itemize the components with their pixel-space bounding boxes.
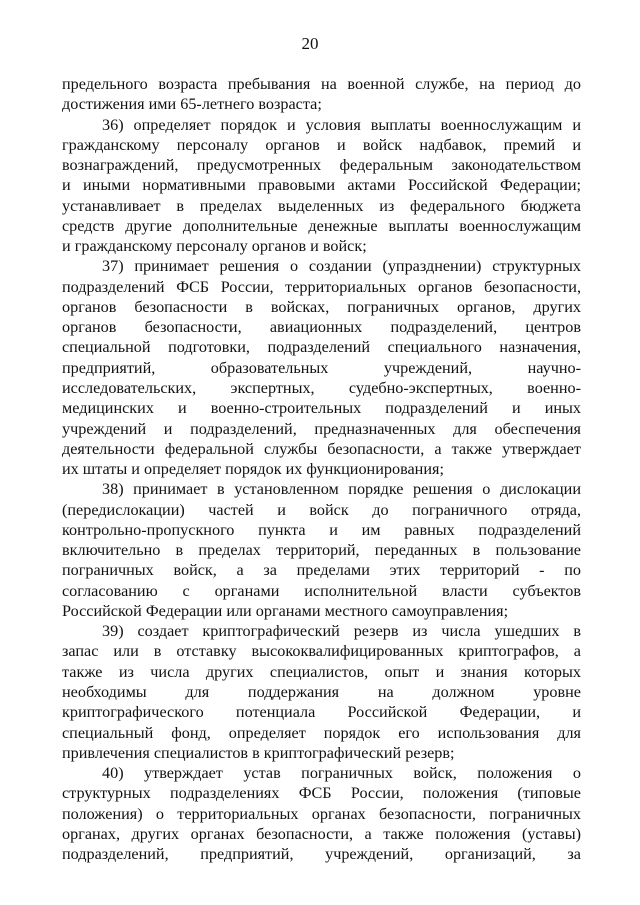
text-line: пограничных войск, а за пределами этих территорий - по: [62, 561, 581, 580]
text-line: предельного возраста пребывания на военной службе, на период до: [62, 75, 581, 93]
text-line: вознаграждений, предусмотренных федеральным законодательством: [62, 156, 581, 175]
document-body: [62, 74, 581, 864]
text-line: исследовательских, экспертных, судебно-экспертных, военно-: [62, 378, 581, 397]
paragraph: [62, 115, 581, 257]
paragraph: [62, 479, 581, 621]
text-line: контрольно-пропускного пункта и им равных подразделений: [62, 520, 581, 539]
text-line: структурных подразделениях ФСБ России, положения (типовые: [62, 784, 581, 803]
text-line: и гражданскому персоналу органов и войск;: [62, 237, 367, 256]
paragraph: [62, 256, 581, 479]
text-line: их штаты и определяет порядок их функционирования;: [62, 460, 444, 479]
text-line: предприятий, образовательных учреждений, научно-: [62, 358, 581, 377]
text-line: специальный фонд, определяет порядок его использования для: [62, 723, 581, 742]
text-line: 38) принимает в установленном порядке решения о дислокации: [102, 480, 581, 499]
text-line: криптографического потенциала Российской Федерации, и: [62, 703, 581, 722]
text-line: устанавливает в пределах выделенных из федерального бюджета: [62, 196, 581, 215]
paragraph: [62, 763, 581, 864]
paragraph: [62, 621, 581, 763]
text-line: достижения ими 65-летнего возраста;: [62, 95, 322, 114]
text-line: согласованию с органами исполнительной власти субъектов: [62, 581, 581, 600]
text-line: медицинских и военно-строительных подразделений и иных: [62, 399, 581, 418]
text-line: специальной подготовки, подразделений специального назначения,: [62, 338, 581, 357]
text-line: включительно в пределах территорий, переданных в пользование: [62, 541, 581, 560]
text-line: подразделений ФСБ России, территориальных органов безопасности,: [62, 277, 581, 296]
text-line: Российской Федерации или органами местного самоуправления;: [62, 601, 509, 620]
text-line: органов безопасности в войсках, пограничных органов, других: [62, 297, 581, 316]
text-line: учреждений и подразделений, предназначенных для обеспечения: [62, 419, 581, 438]
text-line: средств другие дополнительные денежные выплаты военнослужащим: [62, 216, 581, 235]
text-line: гражданскому персоналу органов и войск надбавок, премий и: [62, 135, 581, 154]
text-line: 39) создает криптографический резерв из числа ушедших в: [102, 622, 581, 641]
paragraph: [62, 74, 581, 115]
text-line: деятельности федеральной службы безопасности, а также утверждает: [62, 439, 581, 458]
text-line: 36) определяет порядок и условия выплаты военнослужащим и: [102, 115, 581, 134]
text-line: подразделений, предприятий, учреждений, организаций, за: [62, 845, 581, 864]
page-number: 20: [301, 34, 319, 53]
text-line: и иными нормативными правовыми актами Российской Федерации;: [62, 176, 581, 195]
text-line: органах, других органах безопасности, а также положения (уставы): [62, 824, 581, 843]
text-line: также из числа других специалистов, опыт и знания которых: [62, 662, 581, 681]
text-line: (передислокации) частей и войск до пограничного отряда,: [62, 500, 581, 519]
text-line: 40) утверждает устав пограничных войск, положения о: [102, 764, 581, 783]
text-line: органов безопасности, авиационных подразделений, центров: [62, 318, 581, 337]
text-line: 37) принимает решения о создании (упразднении) структурных: [102, 257, 581, 276]
text-line: необходимы для поддержания на должном уровне: [62, 682, 581, 701]
text-line: запас или в отставку высококвалифицированных криптографов, а: [62, 642, 581, 661]
text-line: положения) о территориальных органах безопасности, пограничных: [62, 804, 581, 823]
text-line: привлечения специалистов в криптографический резерв;: [62, 743, 455, 762]
